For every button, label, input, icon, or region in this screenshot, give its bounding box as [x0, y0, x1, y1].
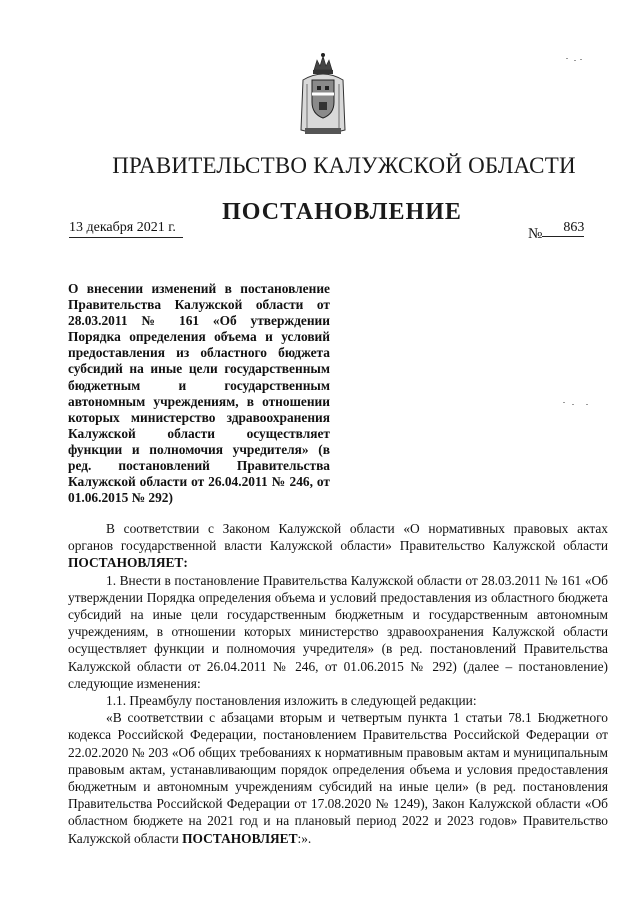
- decree-colon: :: [183, 555, 188, 571]
- quote-text: «В соответствии с абзацами вторым и четвертым пункта 1 статьи 78.1 Бюджетного кодекса Российской Федерации, постановлением Правительства Российской Федерации от 22.02.2020 № 203 «Об общих требованиях к нормативным правовым актам и муниципальным правовым актам, устанавливающим порядок определения объема и условия предоставления бюджетным и автономным учреждениям субсидий на иные цели» (в ред. постановления Правительства Российской Федерации от 17.08.2020 № 1249), Закон Калужской области «Об областном бюджете на 2021 год и на плановый период 2022 и 2023 годов» Правительство Калужской области: [68, 710, 608, 846]
- document-number-field: [528, 220, 585, 244]
- government-name: ПРАВИТЕЛЬСТВО КАЛУЖСКОЙ ОБЛАСТИ: [112, 153, 576, 178]
- scan-speck: [566, 58, 568, 59]
- decree-word: ПОСТАНОВЛЯЕТ: [68, 555, 184, 571]
- document-body: [68, 520, 608, 847]
- item-1-paragraph: 1. Внести в постановление Правительства Калужской области от 28.03.2011 № 161 «Об утверждении Порядка определения объема и условий предоставления из областного бюджета субсидий на иные цели государственным бюджетным и государственным автономным учреждениям, в отношении которых министерство здравоохранения Калужской области осуществляет функции и полномочия учредителя» (в ред. постановлений Правительства Калужской области от 26.04.2011 № 246, от 01.06.2015 № 292) (далее – постановление) следующие изменения:: [68, 572, 608, 691]
- quote-end: :».: [297, 830, 312, 846]
- document-date: 13 декабря 2021 г.: [69, 220, 183, 238]
- document-subject: О внесении изменений в постановление Правительства Калужской области от 28.03.2011 № 161 «Об утверждении Порядка определения объема и условий предоставления из областного бюджета субсидий на иные цели государственным бюджетным и государственным автономным учреждениям, в отношении которых министерство здравоохранения Калужской области осуществляет функции и полномочия учредителя» (в ред. постановлений Правительства Калужской области от 26.04.2011 № 246, от 01.06.2015 № 292): [68, 281, 330, 506]
- preamble-paragraph: [68, 520, 608, 572]
- document-type: ПОСТАНОВЛЕНИЕ: [222, 199, 462, 225]
- scan-speck: [574, 60, 576, 61]
- scan-speck: [580, 59, 582, 60]
- scan-speck: [586, 404, 588, 405]
- quote-decree-word: ПОСТАНОВЛЯЕТ: [182, 830, 298, 846]
- item-1-1-paragraph: 1.1. Преамбулу постановления изложить в следующей редакции:: [106, 693, 477, 709]
- scan-speck: [563, 402, 565, 403]
- preamble-text: В соответствии с Законом Калужской области «О нормативных правовых актах органов государственной власти Калужской области» Правительство Калужской области: [68, 521, 608, 554]
- scan-speck: [572, 404, 574, 405]
- quote-paragraph: [68, 709, 608, 847]
- coat-of-arms-icon: [297, 50, 349, 136]
- document-number: 863: [542, 220, 584, 237]
- number-sign: №: [528, 226, 543, 242]
